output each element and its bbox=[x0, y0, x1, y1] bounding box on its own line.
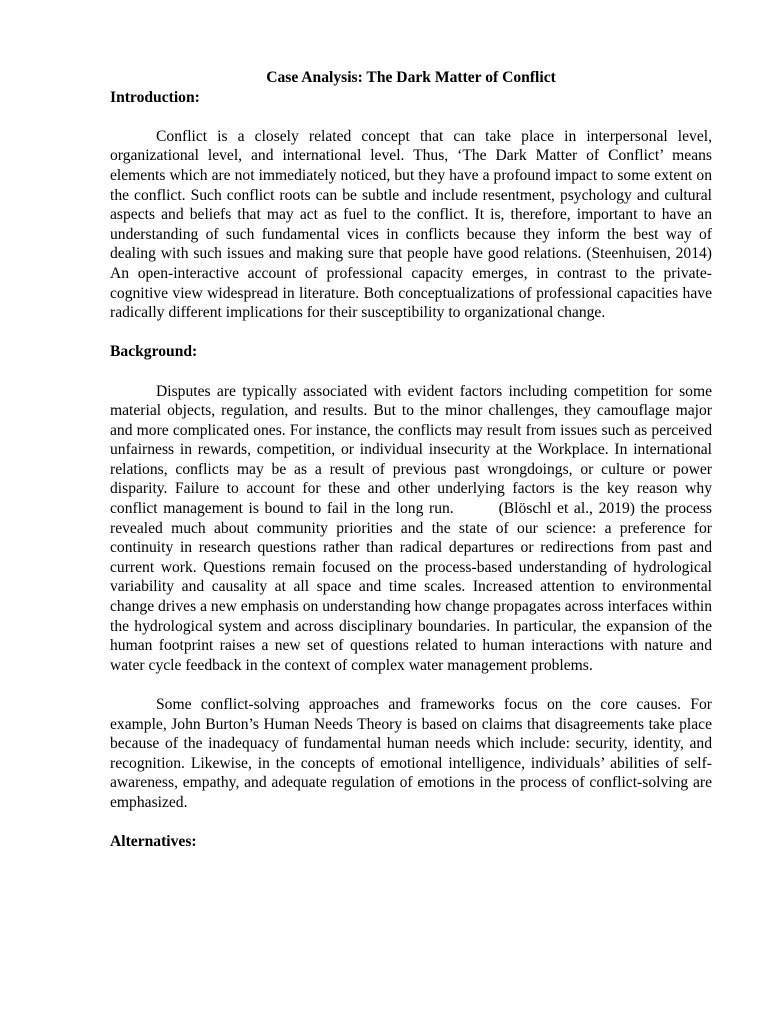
spacer bbox=[110, 675, 712, 695]
spacer bbox=[110, 362, 712, 382]
spacer bbox=[110, 813, 712, 833]
document-title: Case Analysis: The Dark Matter of Conflict bbox=[266, 69, 556, 86]
alternatives-heading: Alternatives: bbox=[110, 833, 197, 851]
introduction-paragraph: Conflict is a closely related concept that can take place in interpersonal level, organizational level, and international level. Thus, ‘The Dark Matter of Conflict’ means elements which are not immediately noticed, but they have a profound impact to some extent on the conflict. Such conflict roots can be subtle and include resentment, psychology and cultural aspects and beliefs that may act as fuel to the conflict. It is, therefore, important to have an understanding of such fundamental vices in conflicts because they inform the best way of dealing with such issues and making sure that people have good relations. (Steenhuisen, 2014) An open-interactive account of professional capacity emerges, in contrast to the private-cognitive view widespread in literature. Both conceptualizations of professional capacities have radically different implications for their susceptibility to organizational change. bbox=[110, 127, 712, 322]
background-paragraph-1: Disputes are typically associated with evident factors including competition for some material objects, regulation, and results. But to the minor challenges, they camouflage major and more complicated ones. For instance, the conflicts may result from issues such as perceived unfairness in rewards, competition, or individual insecurity at the Workplace. In international relations, conflicts may be as a result of previous past wrongdoings, or culture or power disparity. Failure to account for these and other underlying factors is the key reason why conflict management is bound to fail in the long run. (Blöschl et al., 2019) the process revealed much about community priorities and the state of our science: a preference for continuity in research questions rather than radical departures or redirections from past and current work. Questions remain focused on the process-based understanding of hydrological variability and causality at all space and time scales. Increased attention to environmental change drives a new emphasis on understanding how change propagates across interfaces within the hydrological system and across disciplinary boundaries. In particular, the expansion of the human footprint raises a new set of questions related to human interactions with nature and water cycle feedback in the context of complex water management problems. bbox=[110, 382, 716, 674]
background-paragraph-2: Some conflict-solving approaches and frameworks focus on the core causes. For example, John Burton’s Human Needs Theory is based on claims that disagreements take place because of the inadequacy of fundamental human needs which include: security, identity, and recognition. Likewise, in the concepts of emotional intelligence, individuals’ abilities of self-awareness, empathy, and adequate regulation of emotions in the process of conflict-solving are emphasized. bbox=[110, 696, 712, 811]
document-page bbox=[110, 68, 716, 852]
background-heading: Background: bbox=[110, 343, 198, 361]
spacer bbox=[110, 107, 712, 127]
spacer bbox=[110, 323, 712, 343]
introduction-heading: Introduction: bbox=[110, 88, 200, 106]
